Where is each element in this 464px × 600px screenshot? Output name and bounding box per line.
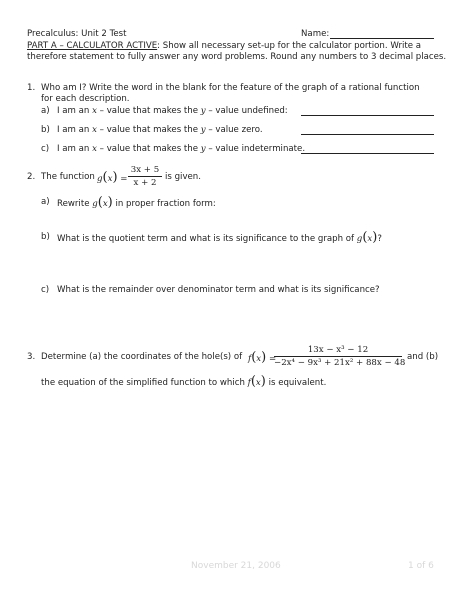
q2-denominator: x + 2: [133, 178, 157, 188]
q3-fraction-bar: [274, 356, 402, 357]
q2a-text: Rewrite g(x) in proper fraction form:: [57, 195, 216, 210]
q3-fraction: [274, 345, 406, 368]
instructions-line-1: [27, 41, 421, 52]
q1c-text: I am an x – value that makes the y – value indeterminate.: [57, 144, 306, 154]
q1c-label: c): [41, 144, 50, 154]
q3-line-2: the equation of the simplified function to which f(x) is equivalent.: [41, 374, 327, 389]
q2-given: is given.: [165, 172, 201, 182]
q1a-answer-blank[interactable]: [301, 115, 434, 116]
q3-number: 3.: [27, 352, 36, 362]
name-blank[interactable]: [330, 38, 434, 39]
q2c-label: c): [41, 285, 50, 295]
q2-numerator: 3x + 5: [130, 165, 160, 175]
q1-line-1: Who am I? Write the word in the blank for the feature of the graph of a rational function: [41, 83, 420, 93]
q3-intro: Determine (a) the coordinates of the hole(s) of: [41, 352, 243, 362]
q2b-label: b): [41, 232, 50, 242]
q2-fraction: [128, 165, 162, 188]
q3-numerator: 13x − x³ − 12: [307, 345, 369, 355]
name-label: Name:: [301, 29, 330, 39]
q1b-answer-blank[interactable]: [301, 134, 434, 135]
q2-fraction-bar: [128, 176, 162, 177]
q2-intro: The function: [41, 172, 95, 182]
q2-function-notation: g(x) =: [97, 170, 128, 185]
q1b-label: b): [41, 125, 50, 135]
q3-and-b: and (b): [407, 352, 439, 362]
instructions-line-2: therefore statement to fully answer any word problems. Round any numbers to 3 decimal places.: [27, 52, 447, 62]
course-title: Precalculus: Unit 2 Test: [27, 29, 127, 39]
footer-page-number: 1 of 6: [408, 561, 434, 571]
q1-line-2: for each description.: [41, 94, 130, 104]
q2c-text: What is the remainder over denominator term and what is its significance?: [57, 285, 380, 295]
instructions-line-1-rest: : Show all necessary set-up for the calculator portion. Write a: [157, 41, 422, 51]
q3-denominator: −2x⁴ − 9x³ + 21x² + 88x − 48: [274, 358, 406, 368]
q3-function-notation: f(x) =: [248, 350, 277, 365]
part-label: PART A – CALCULATOR ACTIVE: [27, 41, 158, 51]
q1a-label: a): [41, 106, 50, 116]
footer-date: November 21, 2006: [191, 561, 281, 571]
q2b-text: What is the quotient term and what is its significance to the graph of g(x)?: [57, 230, 382, 245]
q1b-text: I am an x – value that makes the y – value zero.: [57, 125, 263, 135]
q1a-text: I am an x – value that makes the y – value undefined:: [57, 106, 288, 116]
q1c-answer-blank[interactable]: [301, 153, 434, 154]
q2-number: 2.: [27, 172, 36, 182]
q2a-label: a): [41, 197, 50, 207]
q1-number: 1.: [27, 83, 36, 93]
